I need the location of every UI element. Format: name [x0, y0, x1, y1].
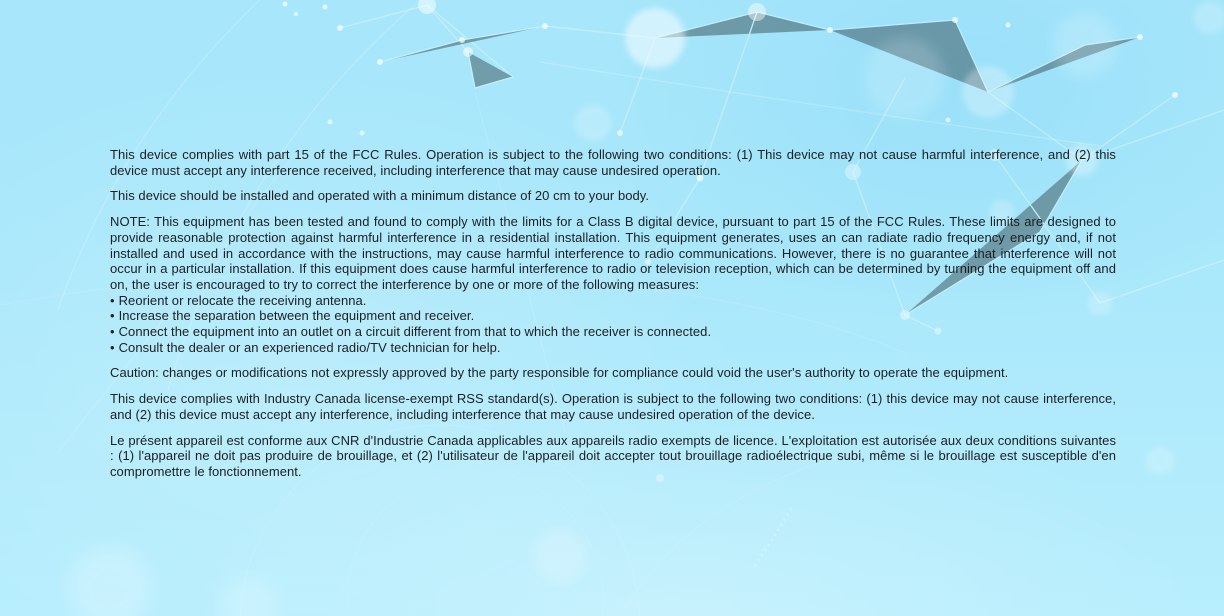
paragraph-fcc-class-b-note: NOTE: This equipment has been tested and found to comply with the limits for a Class B digital device, pursuant to part 15 of the FCC Rules. These limits are designed to provide reasonable protection against harmful interference in a residential installation. This equipment generates, uses an can radiate radio frequency energy and, if not installed and used in accordance with the instructions, may cause harmful interference to radio communications. However, there is no guarantee that interference will not occur in a particular installation. If this equipment does cause harmful interference to radio or television reception, which can be determined by turning the equipment off and on, the user is encouraged to try to correct the interference by one or more of the following measures: — [110, 214, 1116, 292]
interference-measures-list — [110, 293, 1116, 356]
regulatory-text-block — [110, 147, 1116, 490]
paragraph-industry-canada-french: Le présent appareil est conforme aux CNR d'Industrie Canada applicables aux appareils radio exempts de licence. L'exploitation est autorisée aux deux conditions suivantes : (1) l'appareil ne doit pas produire de brouillage, et (2) l'utilisateur de l'appareil doit accepter tout brouillage radioélectrique subi, même si le brouillage est susceptible d'en compromettre le fonctionnement. — [110, 432, 1116, 479]
list-item-different-circuit — [110, 324, 1116, 340]
bullet-icon: • — [110, 292, 115, 308]
paragraph-fcc-part15: This device complies with part 15 of the FCC Rules. Operation is subject to the following two conditions: (1) This device may not cause harmful interference, and (2) this device must accept any interference received, including interference that may cause undesired operation. — [110, 147, 1116, 178]
list-item-text: Connect the equipment into an outlet on a circuit different from that to which the receiver is connected. — [118, 324, 712, 340]
list-item-text: Consult the dealer or an experienced radio/TV technician for help. — [118, 339, 501, 355]
paragraph-rf-exposure-distance: This device should be installed and operated with a minimum distance of 20 cm to your body. — [110, 188, 650, 204]
list-item-consult-dealer — [110, 340, 1116, 356]
bullet-icon: • — [110, 324, 115, 340]
list-item-reorient-antenna — [110, 293, 1116, 309]
paragraph-caution-modifications: Caution: changes or modifications not expressly approved by the party responsible for compliance could void the user's authority to operate the equipment. — [110, 365, 1009, 381]
list-item-increase-separation — [110, 308, 1116, 324]
bullet-icon: • — [110, 308, 115, 324]
list-item-text: Increase the separation between the equipment and receiver. — [118, 308, 475, 324]
list-item-text: Reorient or relocate the receiving antenna. — [118, 292, 367, 308]
paragraph-industry-canada-english: This device complies with Industry Canada license-exempt RSS standard(s). Operation is subject to the following two conditions: (1) this device may not cause interference, and (2) this device must accept any interference, including interference that may cause undesired operation of the device. — [110, 391, 1116, 422]
bullet-icon: • — [110, 339, 115, 355]
